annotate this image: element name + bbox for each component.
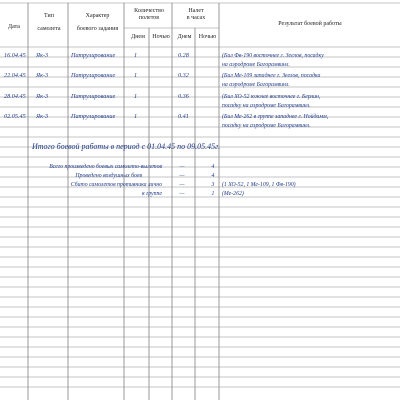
row-3-task: Патрулирование	[71, 93, 116, 100]
header-result: Результат боевой работы	[278, 21, 342, 27]
row-4-hours: 0.41	[178, 113, 189, 120]
summary-group-kills-value: 1	[211, 191, 215, 197]
row-1-date: 16.04.45	[4, 52, 26, 59]
summary-personal-kills-value: 3	[211, 182, 215, 188]
summary-air-battles-label: Проведено воздушных боев	[75, 173, 142, 179]
summary-total-sorties-dash: —	[179, 164, 185, 170]
row-2-date: 22.04.45	[4, 72, 26, 79]
header-hours: Налет в часах	[186, 8, 206, 21]
row-1-task: Патрулирование	[71, 52, 116, 59]
row-4-type: Як-3	[36, 113, 49, 120]
summary-air-battles-value: 4	[211, 173, 215, 179]
header-count-night: Ночью	[152, 34, 170, 40]
row-1-count: 1	[134, 52, 138, 59]
header-count-day: Днем	[131, 34, 145, 40]
row-2-hours: 0.32	[178, 72, 189, 79]
summary-group-kills-label: в группе	[142, 191, 162, 197]
header-type: Тип самолета	[37, 13, 61, 32]
row-2-result: (Бил Ме-109 западнее г. Зеелов, посадка на аэродроме Багорамвинл.	[222, 73, 321, 88]
row-4-date: 02.05.45	[4, 113, 26, 120]
row-4-task: Патрулирование	[71, 113, 116, 120]
row-3-count: 1	[134, 93, 138, 100]
summary-total-sorties-value: 4	[211, 164, 215, 170]
summary-group-kills-note: (Ме-262)	[222, 191, 244, 197]
summary-personal-kills-dash: —	[179, 182, 185, 188]
row-2-count: 1	[134, 72, 138, 79]
row-3-date: 28.04.45	[4, 93, 26, 100]
header-task: Характер боевого задания	[76, 13, 119, 32]
row-2-type: Як-3	[36, 72, 49, 79]
row-2-task: Патрулирование	[71, 72, 116, 79]
summary-personal-kills-note: (1 ХО-52, 1 Ме-109, 1 Фв-190)	[222, 182, 296, 188]
summary-personal-kills-label: Сбито самолетов противника лично	[70, 182, 162, 188]
header-count: Количество полетов	[134, 8, 164, 21]
row-3-result: (Бил ХО-52 южнее восточнее г. Берлин, посадку на аэродроме Багорамвинл.	[222, 94, 321, 109]
header-hours-day: Днем	[177, 34, 192, 40]
header-hours-night: Ночью	[198, 34, 217, 40]
summary-total-sorties-label: Всего произведено боевых самолето-вылетов	[49, 164, 162, 170]
summary-air-battles-dash: —	[179, 173, 185, 179]
row-1-result: (Бил Фв-190 восточнее г. Зеелов, посадку на аэродроме Багорамвинл.	[222, 53, 324, 68]
row-3-hours: 0.36	[178, 93, 189, 100]
row-4-result: (Бил Ме-262 в группе западнее г. Нойдамм, посадку на аэродроме Багорамвинл.	[222, 114, 329, 129]
row-1-hours: 0.28	[178, 52, 189, 59]
row-4-count: 1	[134, 113, 138, 120]
row-3-type: Як-3	[36, 93, 49, 100]
header-date: Дата	[8, 24, 20, 30]
row-1-type: Як-3	[36, 52, 49, 59]
period-title: Итого боевой работы в период с 01.04.45 по 09.05.45г.	[32, 142, 221, 151]
summary-group-kills-dash: —	[179, 191, 185, 197]
